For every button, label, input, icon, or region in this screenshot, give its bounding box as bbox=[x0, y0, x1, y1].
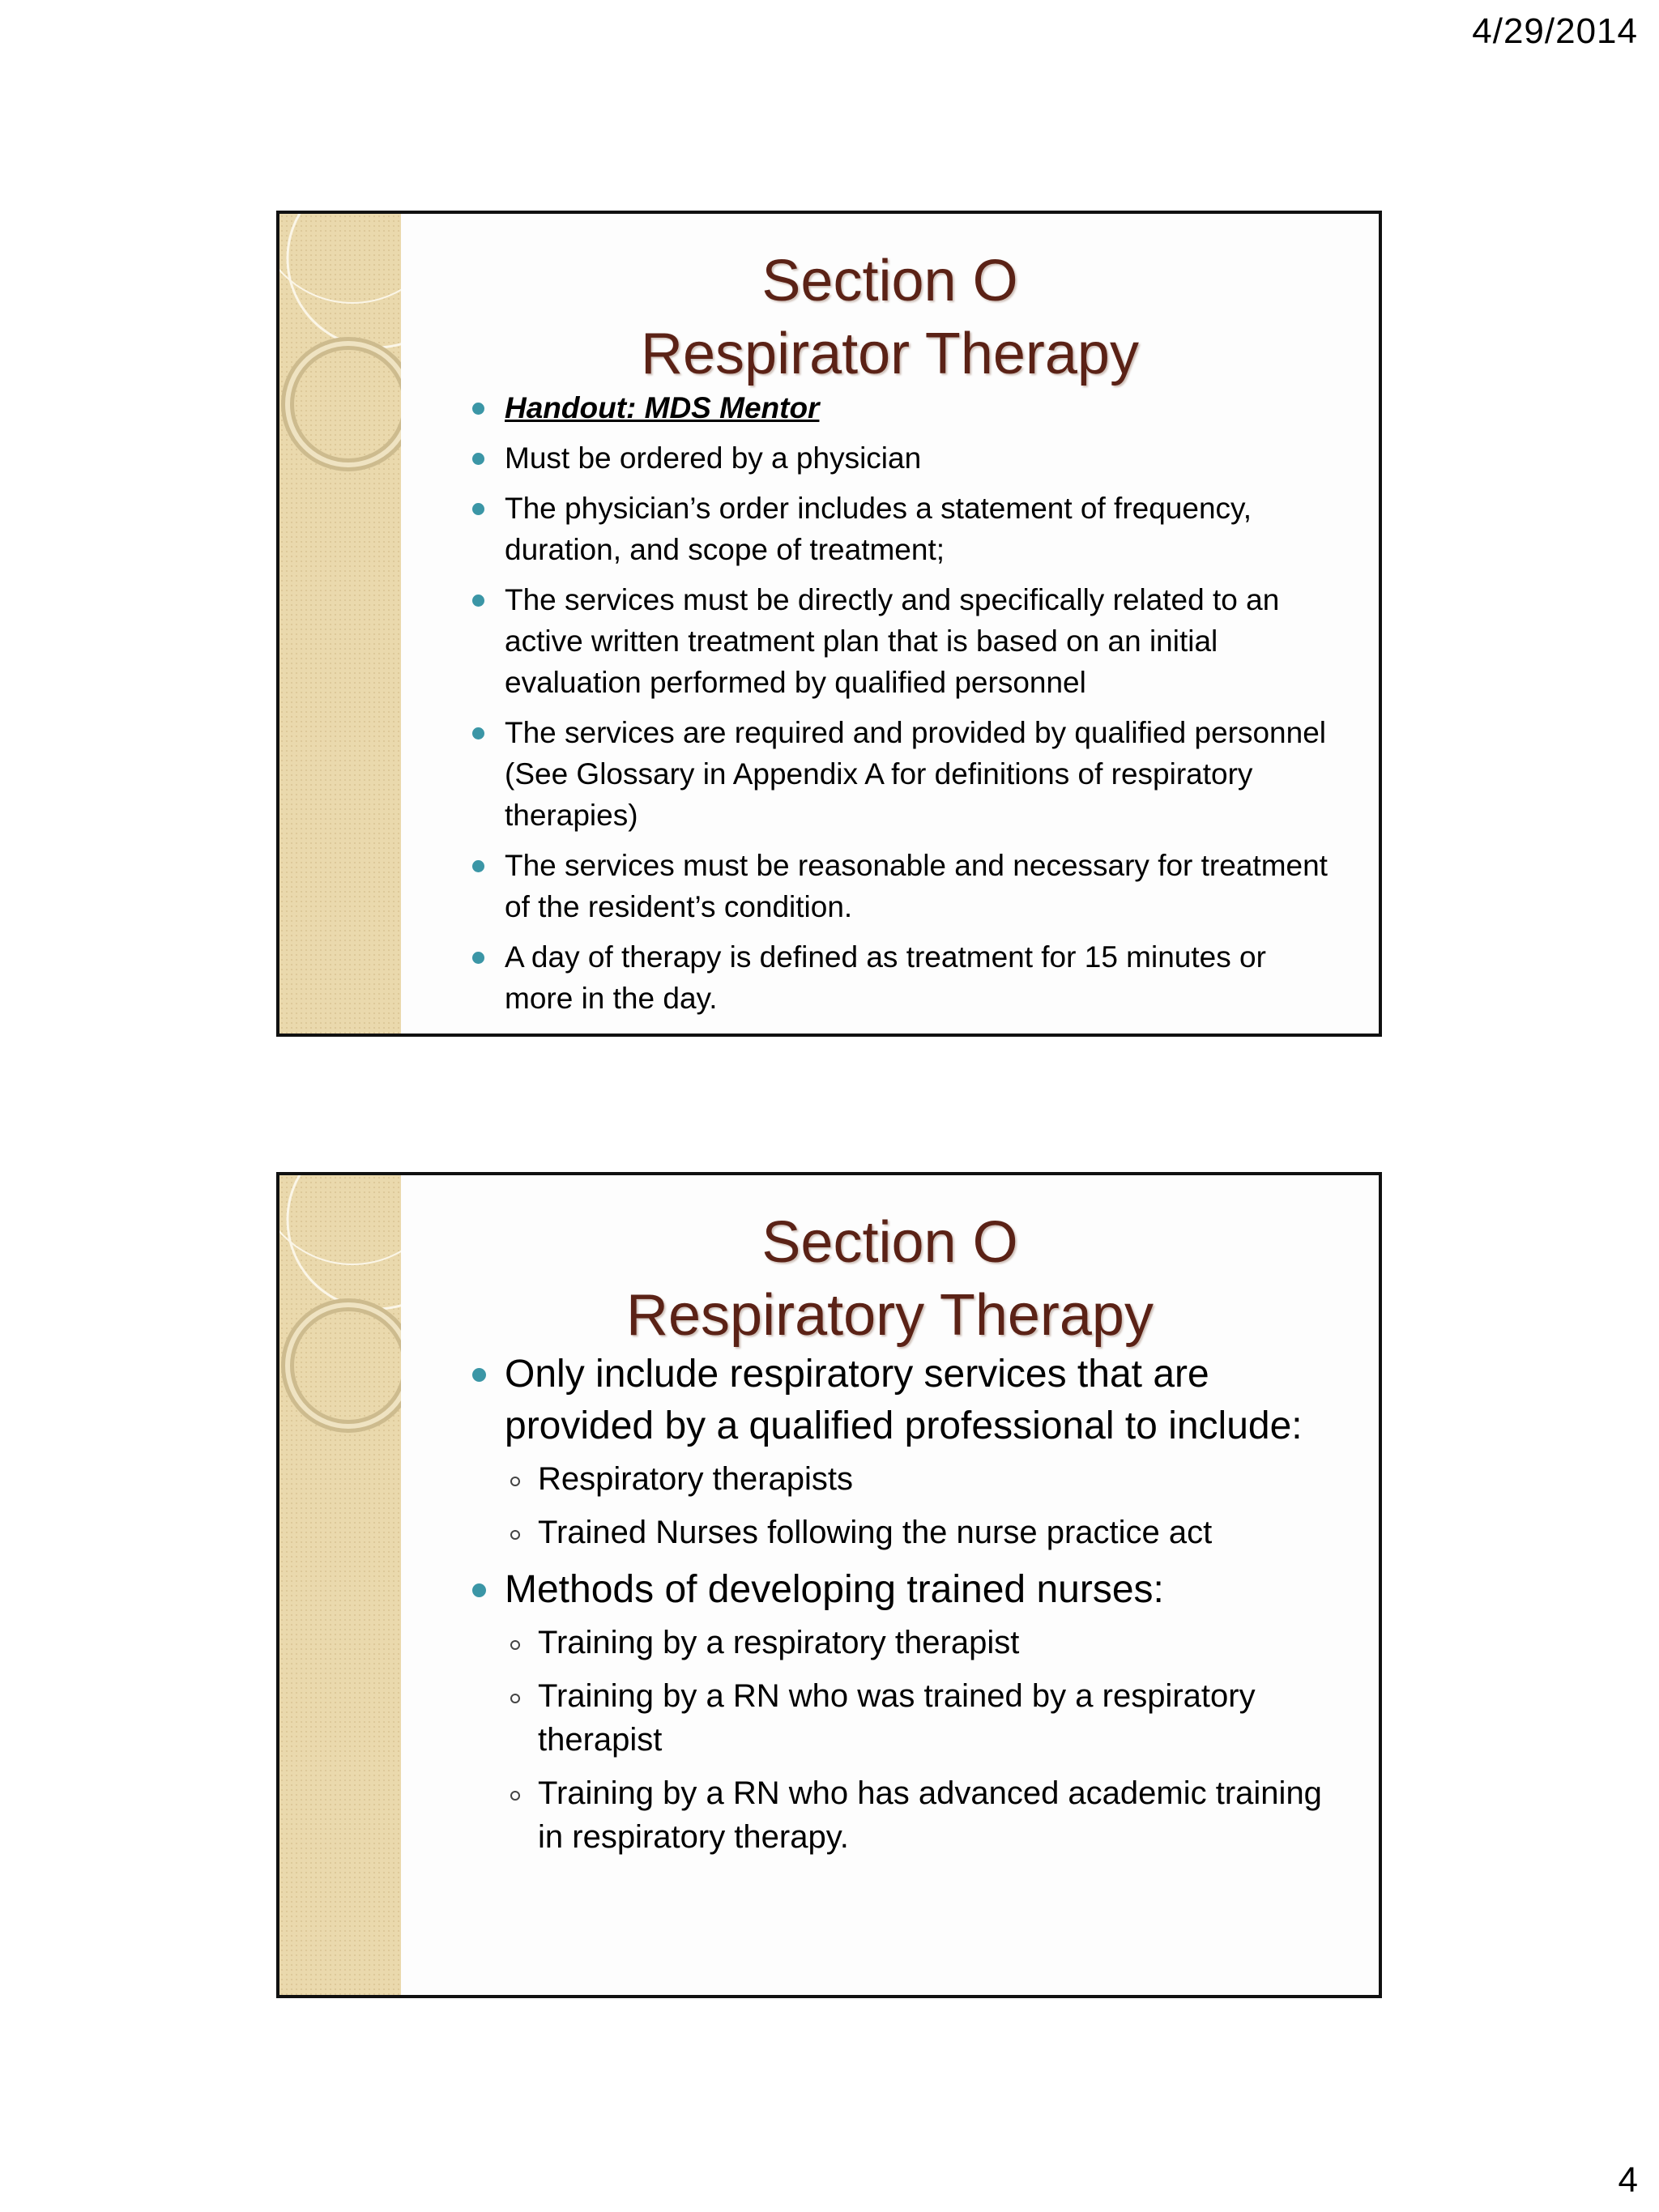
decorative-side-band bbox=[279, 1175, 401, 1995]
list-item bbox=[472, 1564, 1338, 1616]
list-item bbox=[472, 936, 1338, 1019]
bullet-icon bbox=[472, 1368, 486, 1382]
page-date: 4/29/2014 bbox=[1472, 11, 1638, 51]
list-item bbox=[472, 488, 1338, 570]
sub-list-item bbox=[472, 1511, 1338, 1554]
list-item bbox=[472, 579, 1338, 703]
slide-title-line1: Section O bbox=[761, 1210, 1018, 1275]
bullet-text: Methods of developing trained nurses: bbox=[505, 1568, 1164, 1611]
bullet-text: The services must be directly and specifically related to an active written treatment plan that is based on an initial evaluation performed by qualified personnel bbox=[505, 583, 1280, 699]
bullet-text: Only include respiratory services that are provided by a qualified professional to include: bbox=[505, 1353, 1303, 1447]
list-item bbox=[472, 1349, 1338, 1452]
list-item bbox=[472, 387, 1338, 428]
sub-bullet-text: Training by a RN who has advanced academic training in respiratory therapy. bbox=[538, 1775, 1322, 1855]
sub-list-item bbox=[472, 1771, 1338, 1859]
sub-bullet-text: Training by a respiratory therapist bbox=[538, 1625, 1020, 1660]
bullet-icon bbox=[472, 727, 484, 739]
bullet-text: Must be ordered by a physician bbox=[505, 441, 922, 475]
decorative-side-band bbox=[279, 214, 401, 1034]
sub-list-item bbox=[472, 1674, 1338, 1762]
decorative-circles-graphic bbox=[279, 1175, 401, 1998]
slide-title-line2: Respirator Therapy bbox=[641, 322, 1139, 386]
bullet-text: A day of therapy is defined as treatment for 15 minutes or more in the day. bbox=[505, 940, 1266, 1015]
bullet-list bbox=[472, 1349, 1338, 1869]
bullet-text: The physician’s order includes a statement of frequency, duration, and scope of treatment; bbox=[505, 492, 1252, 566]
bullet-icon bbox=[472, 503, 484, 515]
slide-title bbox=[401, 1206, 1379, 1352]
bullet-icon bbox=[472, 403, 484, 415]
bullet-icon bbox=[472, 595, 484, 607]
bullet-text: The services must be reasonable and necessary for treatment of the resident’s condition. bbox=[505, 849, 1328, 923]
bullet-text: The services are required and provided by qualified personnel (See Glossary in Appendix A for definitions of respiratory therapies) bbox=[505, 716, 1326, 832]
list-item bbox=[472, 437, 1338, 479]
list-item bbox=[472, 845, 1338, 927]
sub-list-item bbox=[472, 1457, 1338, 1501]
bullet-icon bbox=[472, 453, 484, 465]
sub-list-item bbox=[472, 1621, 1338, 1664]
sub-bullet-text: Trained Nurses following the nurse practice act bbox=[538, 1515, 1213, 1550]
sub-bullet-icon bbox=[510, 1694, 520, 1703]
slide-respiratory-therapy bbox=[276, 1172, 1382, 1998]
sub-bullet-text: Respiratory therapists bbox=[538, 1461, 854, 1497]
sub-bullet-icon bbox=[510, 1530, 520, 1540]
bullet-icon bbox=[472, 952, 484, 964]
slide-title bbox=[401, 245, 1379, 390]
sub-bullet-icon bbox=[510, 1640, 520, 1650]
bullet-icon bbox=[472, 860, 484, 872]
decorative-circles-graphic bbox=[279, 214, 401, 1037]
sub-bullet-icon bbox=[510, 1791, 520, 1801]
list-item bbox=[472, 712, 1338, 836]
bullet-icon bbox=[472, 1583, 486, 1597]
slide-title-line1: Section O bbox=[761, 249, 1018, 313]
slide-title-line2: Respiratory Therapy bbox=[626, 1283, 1154, 1348]
page-number: 4 bbox=[1618, 2160, 1638, 2200]
handout-link[interactable]: Handout: MDS Mentor bbox=[505, 391, 820, 424]
sub-bullet-icon bbox=[510, 1477, 520, 1486]
bullet-list bbox=[472, 387, 1338, 1028]
sub-bullet-text: Training by a RN who was trained by a respiratory therapist bbox=[538, 1678, 1256, 1758]
slide-respirator-therapy bbox=[276, 211, 1382, 1037]
